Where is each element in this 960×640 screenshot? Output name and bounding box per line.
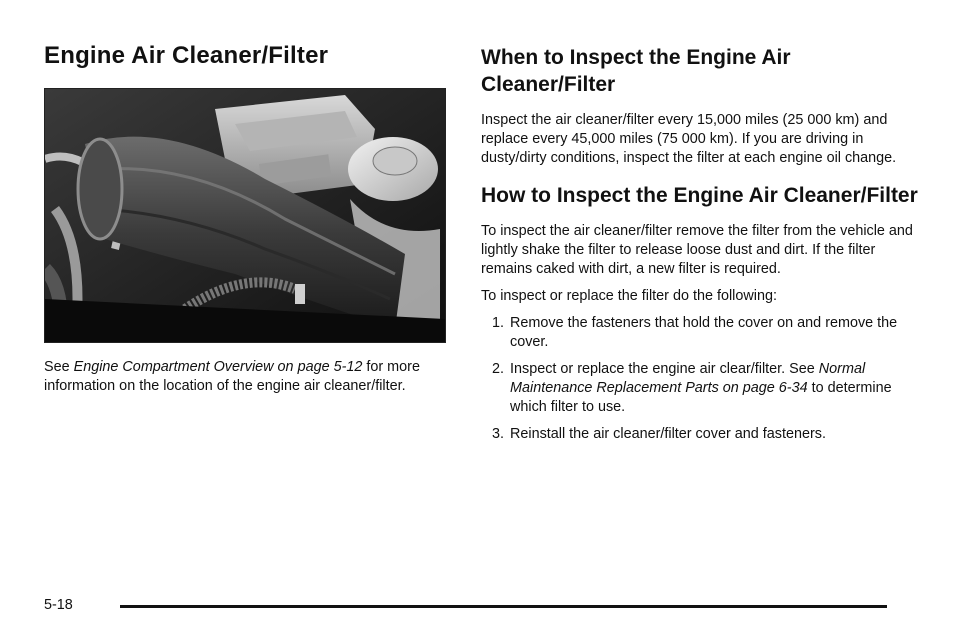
section-heading: Engine Air Cleaner/Filter bbox=[44, 42, 329, 69]
list-item bbox=[481, 360, 921, 417]
inspection-interval-paragraph: Inspect the air cleaner/filter every 15,000 miles (25 000 km) and replace every 45,000 miles (75 000 km). If you are driving in dusty/dirty conditions, inspect the filter at each engine oil change. bbox=[481, 112, 897, 166]
step-text-after: to determine which filter to use. bbox=[510, 380, 892, 415]
photo-caption bbox=[44, 358, 446, 396]
engine-compartment-photo bbox=[44, 88, 446, 343]
engine-photo-illustration bbox=[45, 89, 445, 342]
step-page-reference[interactable]: Normal Maintenance Replacement Parts on page 6-34 bbox=[510, 361, 866, 396]
footer-rule bbox=[120, 605, 887, 608]
inspection-method-paragraph: To inspect the air cleaner/filter remove the filter from the vehicle and lightly shake the filter to release loose dust and dirt. If the filter remains caked with dirt, a new filter is required. bbox=[481, 223, 913, 277]
step-number: 2. bbox=[491, 361, 504, 377]
list-item bbox=[481, 425, 921, 444]
caption-see: See bbox=[44, 359, 70, 375]
page-number: 5-18 bbox=[44, 597, 73, 613]
procedure-steps bbox=[481, 314, 921, 444]
when-to-inspect-heading: When to Inspect the Engine Air Cleaner/Filter bbox=[481, 46, 791, 96]
how-to-inspect-heading: How to Inspect the Engine Air Cleaner/Filter bbox=[481, 184, 918, 207]
step-text: Remove the fasteners that hold the cover on and remove the cover. bbox=[510, 315, 898, 350]
step-text: Reinstall the air cleaner/filter cover and fasteners. bbox=[510, 426, 826, 442]
step-text: Inspect or replace the engine air clear/filter. See bbox=[510, 361, 815, 377]
step-number: 1. bbox=[491, 315, 504, 331]
caption-page-reference[interactable]: Engine Compartment Overview on page 5-12 bbox=[73, 359, 363, 375]
step-body bbox=[510, 360, 921, 417]
list-item bbox=[481, 314, 921, 352]
caption-text: for more information on the location of the engine air cleaner/filter. bbox=[44, 359, 420, 394]
procedure-intro: To inspect or replace the filter do the following: bbox=[481, 288, 777, 304]
step-number: 3. bbox=[491, 426, 504, 442]
right-column bbox=[481, 44, 921, 452]
